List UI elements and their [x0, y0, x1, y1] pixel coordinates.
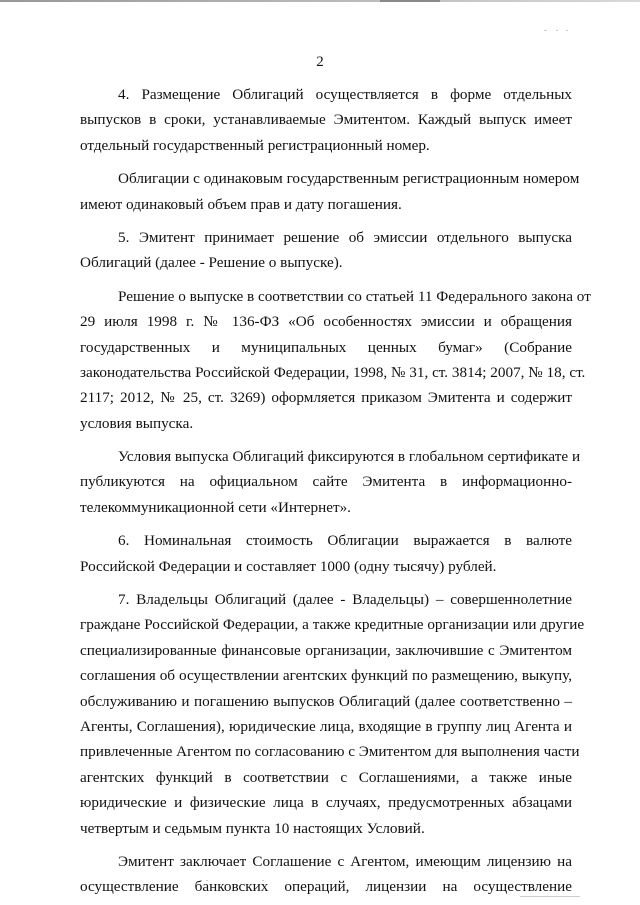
text-line: обслуживанию и погашению выпусков Облигаций (далее соответственно –: [80, 692, 572, 710]
scan-mark: [380, 0, 440, 2]
text-line: 6. Номинальная стоимость Облигации выражается в валюте: [118, 532, 572, 550]
text-line: телекоммуникационной сети «Интернет».: [80, 498, 351, 516]
text-line: привлеченные Агентом по согласованию с Эмитентом для выполнения части: [80, 743, 580, 761]
text-line: юридические и физические лица в случаях, предусмотренных абзацами: [80, 794, 572, 812]
text-line: 4. Размещение Облигаций осуществляется в форме отдельных: [118, 86, 572, 103]
text-line: условия выпуска.: [80, 414, 194, 432]
text-line: Эмитент заключает Соглашение с Агентом, имеющим лицензию на: [118, 852, 572, 870]
text-line: четвертым и седьмым пункта 10 настоящих Условий.: [80, 819, 425, 837]
text-line: Агенты, Соглашения), юридические лица, входящие в группу лиц Агента и: [80, 717, 572, 735]
text-line: агентских функций в соответствии с Соглашениями, а также иные: [80, 768, 572, 786]
paragraph-gap: [80, 579, 572, 587]
scan-speck: [566, 30, 568, 31]
text-line: публикуются на официальном сайте Эмитента в информационно-: [80, 473, 572, 491]
text-line: 29 июля 1998 г. № 136-ФЗ «Об особенностях эмиссии и обращения: [80, 313, 572, 331]
scan-edge-top: [0, 0, 640, 2]
text-line: осуществление банковских операций, лицензии на осуществление: [80, 878, 572, 896]
text-line: соглашения об осуществлении агентских функций по размещению, выкупу,: [80, 667, 572, 685]
paragraph-gap: [80, 158, 572, 166]
text-line: Облигации с одинаковым государственным регистрационным номером: [118, 170, 580, 188]
paragraph-gap: [80, 841, 572, 849]
text-line: 2117; 2012, № 25, ст. 3269) оформляется приказом Эмитента и содержит: [80, 389, 572, 407]
page-number: 2: [316, 54, 324, 70]
paragraph-gap: [80, 520, 572, 528]
text-line: отдельный государственный регистрационный номер.: [80, 136, 430, 154]
text-line: законодательства Российской Федерации, 1998, № 31, ст. 3814; 2007, № 18, ст.: [80, 363, 586, 381]
paragraph-gap: [80, 217, 572, 225]
scan-speck: [544, 30, 547, 31]
text-line: 5. Эмитент принимает решение об эмиссии отдельного выпуска: [118, 228, 572, 246]
text-line: Условия выпуска Облигаций фиксируются в глобальном сертификате и: [118, 448, 581, 466]
paragraph-gap: [80, 436, 572, 444]
document-body: [80, 82, 591, 900]
text-line: государственных и муниципальных ценных бумаг» (Собрание: [80, 338, 572, 356]
paragraph-gap: [80, 276, 572, 284]
text-line: имеют одинаковый объем прав и дату погашения.: [80, 195, 402, 213]
text-line: Решение о выпуске в соответствии со статьей 11 Федерального закона от: [118, 287, 591, 305]
text-line: 7. Владельцы Облигаций (далее - Владельцы) – совершеннолетние: [118, 591, 572, 609]
text-line: Российской Федерации и составляет 1000 (одну тысячу) рублей.: [80, 557, 497, 575]
text-line: Облигаций (далее - Решение о выпуске).: [80, 254, 343, 272]
text-line: граждане Российской Федерации, а также кредитные организации или другие: [80, 616, 585, 634]
scan-speck: [556, 30, 558, 31]
text-line: выпусков в сроки, устанавливаемые Эмитентом. Каждый выпуск имеет: [80, 111, 572, 129]
text-line: специализированные финансовые организации, заключившие с Эмитентом: [80, 641, 572, 659]
